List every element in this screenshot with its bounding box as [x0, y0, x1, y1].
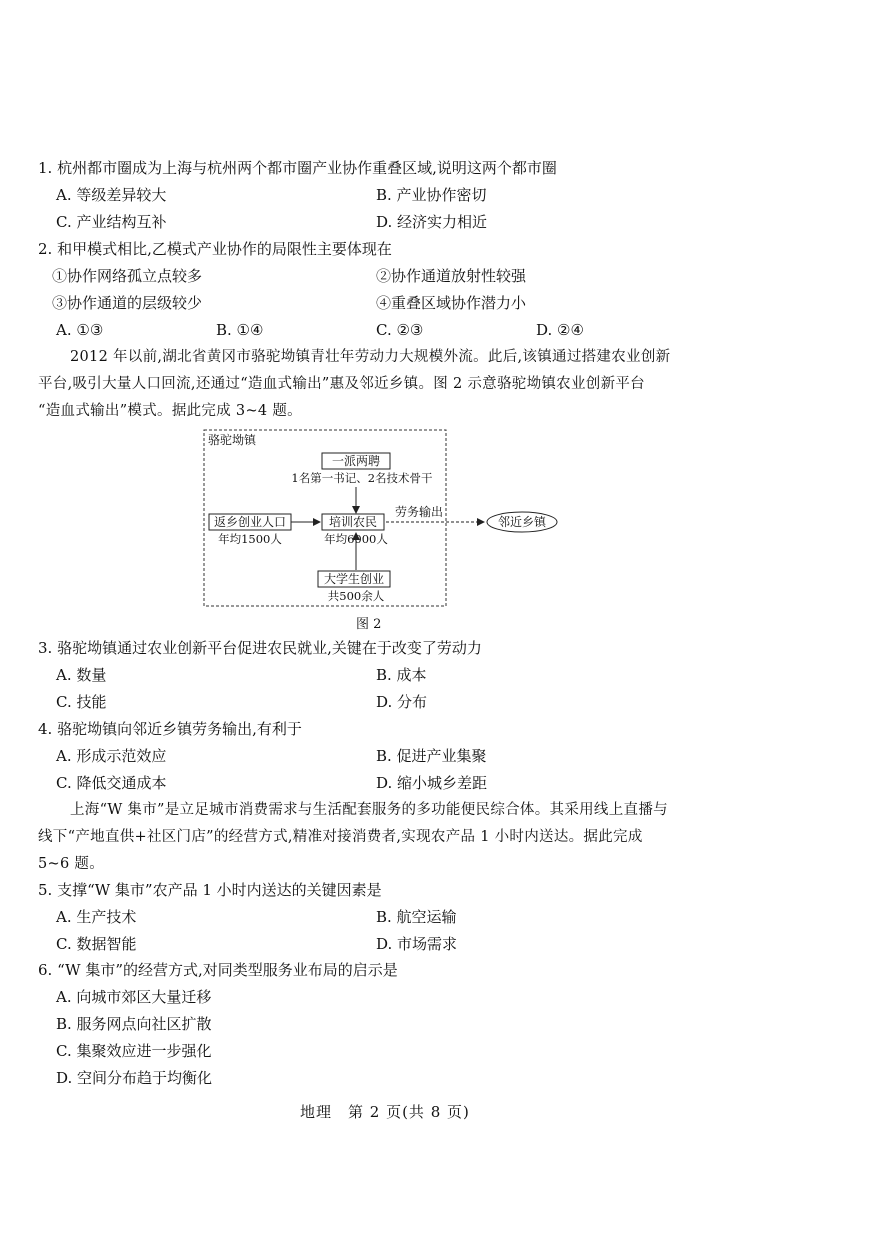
left-box-label: 返乡创业人口: [213, 515, 287, 529]
arrow-label: 劳务输出: [394, 505, 444, 519]
q6-option-c: C. 集聚效应进一步强化: [56, 1042, 212, 1060]
q1-stem: 1. 杭州都市圈成为上海与杭州两个都市圈产业协作重叠区域,说明这两个都市圈: [38, 159, 557, 177]
q2-option-d: D. ②④: [536, 321, 584, 339]
top-box-label: 一派两聘: [331, 454, 381, 468]
q2-item-3: ③协作通道的层级较少: [52, 294, 203, 312]
passage2-line1: 上海“W 集市”是立足城市消费需求与生活配套服务的多功能便民综合体。其采用线上直播与: [70, 802, 668, 818]
q2-item-2: ②协作通道放射性较强: [376, 267, 527, 285]
q2-item-4: ④重叠区域协作潜力小: [376, 294, 527, 312]
q4-option-b: B. 促进产业集聚: [376, 747, 487, 765]
bottom-box-label: 大学生创业: [323, 572, 385, 586]
q2-option-c: C. ②③: [376, 321, 424, 339]
q4-option-c: C. 降低交通成本: [56, 774, 167, 792]
figure-2-diagram: [200, 426, 570, 612]
figure-caption: 图 2: [356, 617, 382, 632]
passage2-line3: 5~6 题。: [38, 856, 105, 872]
q6-option-d: D. 空间分布趋于均衡化: [56, 1069, 213, 1087]
q6-option-b: B. 服务网点向社区扩散: [56, 1015, 212, 1033]
q5-stem: 5. 支撑“W 集市”农产品 1 小时内送达的关键因素是: [38, 881, 382, 899]
q3-option-d: D. 分布: [376, 693, 428, 711]
q4-option-d: D. 缩小城乡差距: [376, 774, 488, 792]
passage1-line3: “造血式输出”模式。据此完成 3~4 题。: [38, 403, 302, 419]
q5-option-b: B. 航空运输: [376, 908, 457, 926]
q6-stem: 6. “W 集市”的经营方式,对同类型服务业布局的启示是: [38, 961, 398, 979]
q3-option-a: A. 数量: [56, 666, 107, 684]
passage2-line2: 线下“产地直供+社区门店”的经营方式,精准对接消费者,实现农产品 1 小时内送达。据此完成: [38, 829, 643, 845]
q3-option-b: B. 成本: [376, 666, 427, 684]
town-label: 骆驼坳镇: [208, 433, 257, 447]
top-box-sub: 1名第一书记、2名技术骨干: [291, 471, 433, 485]
page-footer: 地理 第 2 页(共 8 页): [300, 1103, 470, 1121]
q4-stem: 4. 骆驼坳镇向邻近乡镇劳务输出,有利于: [38, 720, 302, 738]
passage1-line2: 平台,吸引大量人口回流,还通过“造血式输出”惠及邻近乡镇。图 2 示意骆驼坳镇农业创新平台: [38, 376, 645, 392]
passage1-line1: 2012 年以前,湖北省黄冈市骆驼坳镇青壮年劳动力大规模外流。此后,该镇通过搭建农业创新: [70, 349, 671, 365]
q2-stem: 2. 和甲模式相比,乙模式产业协作的局限性主要体现在: [38, 240, 392, 258]
q1-option-c: C. 产业结构互补: [56, 213, 167, 231]
q3-option-c: C. 技能: [56, 693, 107, 711]
bottom-box-sub: 共500余人: [327, 589, 385, 603]
q5-option-a: A. 生产技术: [56, 908, 137, 926]
q1-option-d: D. 经济实力相近: [376, 213, 488, 231]
q5-option-d: D. 市场需求: [376, 935, 458, 953]
q5-option-c: C. 数据智能: [56, 935, 137, 953]
q3-stem: 3. 骆驼坳镇通过农业创新平台促进农民就业,关键在于改变了劳动力: [38, 639, 482, 657]
q1-option-b: B. 产业协作密切: [376, 186, 487, 204]
q2-item-1: ①协作网络孤立点较多: [52, 267, 203, 285]
center-box-label: 培训农民: [328, 515, 378, 529]
center-box-sub: 年均6000人: [324, 532, 388, 546]
q2-option-a: A. ①③: [56, 321, 104, 339]
q2-option-b: B. ①④: [216, 321, 264, 339]
q4-option-a: A. 形成示范效应: [56, 747, 167, 765]
neighbor-label: 邻近乡镇: [497, 515, 547, 529]
q6-option-a: A. 向城市郊区大量迁移: [56, 988, 212, 1006]
left-box-sub: 年均1500人: [218, 532, 282, 546]
q1-option-a: A. 等级差异较大: [56, 186, 167, 204]
